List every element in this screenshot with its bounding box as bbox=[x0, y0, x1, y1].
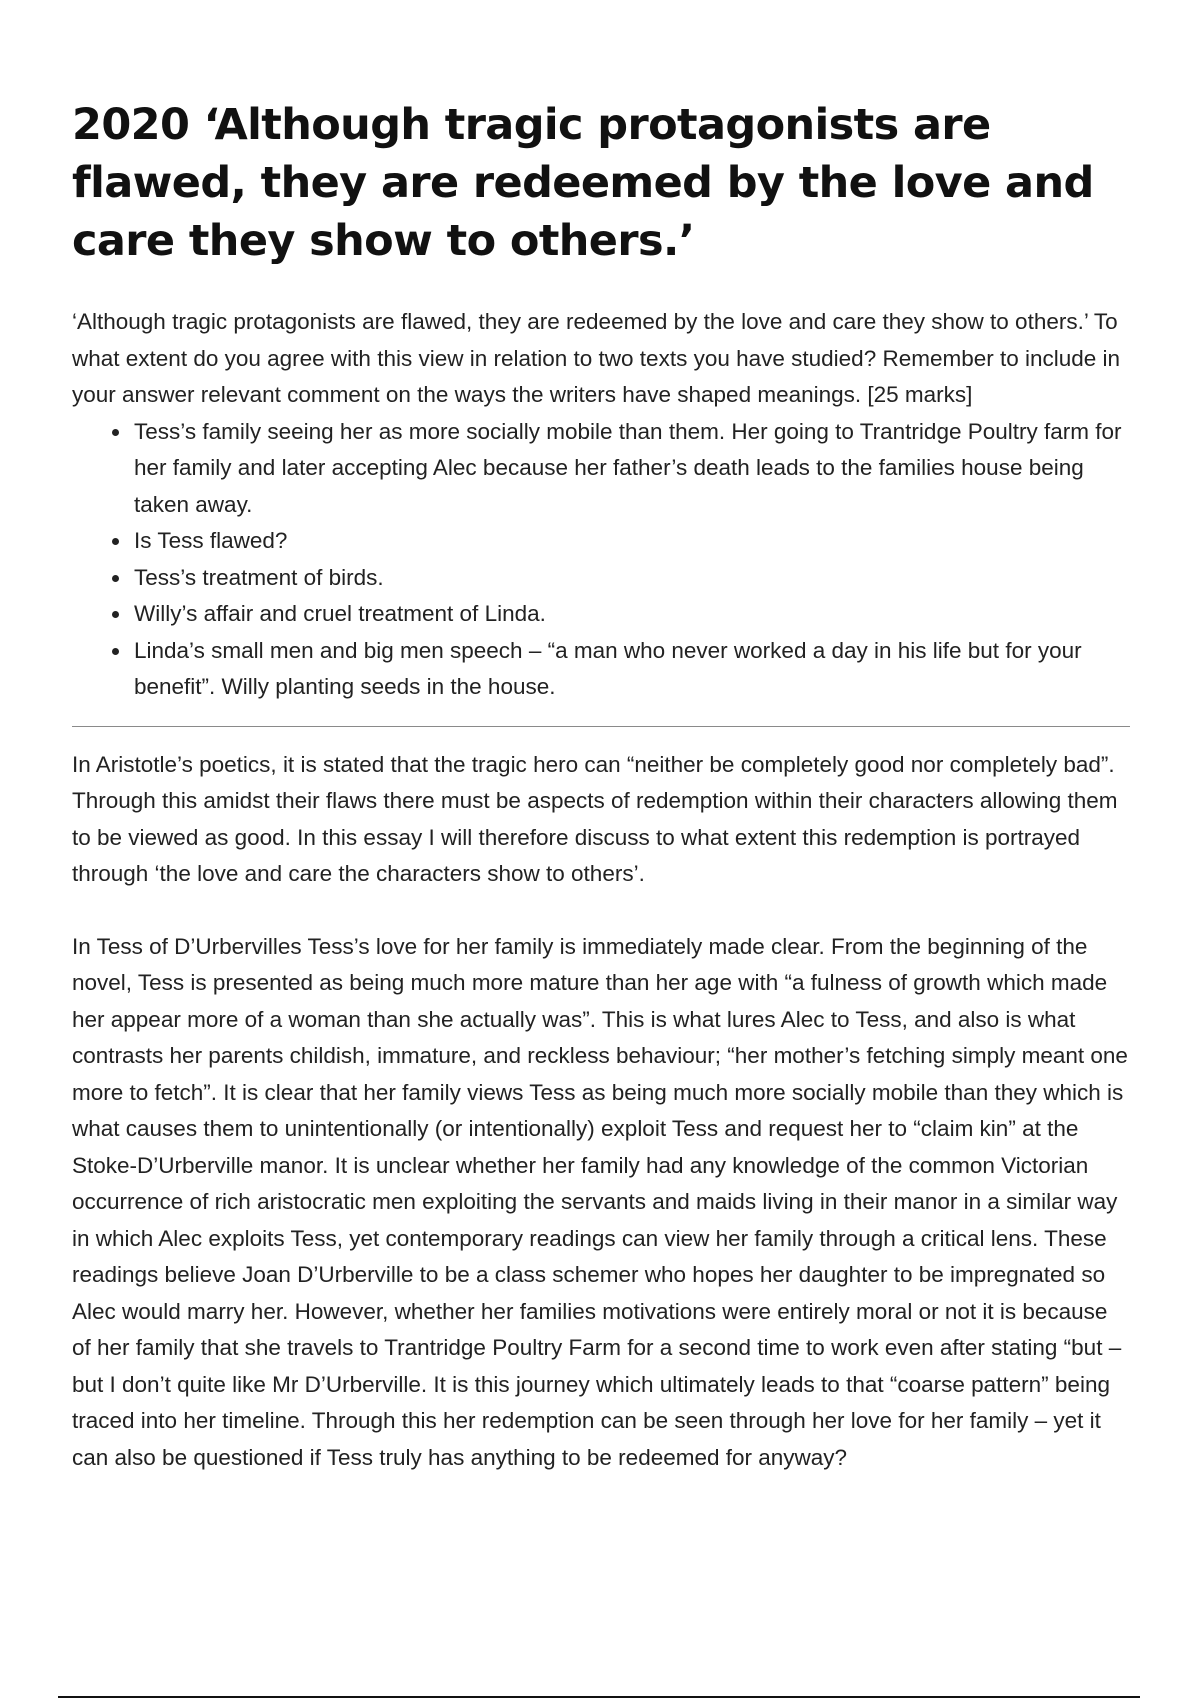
document-page bbox=[72, 96, 1132, 1476]
list-item: • Tess’s family seeing her as more socially mobile than them. Her going to Trantridge Poultry farm for her family and later accepting Alec because her father’s death leads to the families house being taken away. bbox=[132, 414, 1132, 524]
body-paragraph: In Tess of D’Urbervilles Tess’s love for her family is immediately made clear. From the beginning of the novel, Tess is presented as being much more mature than her age with “a fulness of growth which made her appear more of a woman than she actually was”. This is what lures Alec to Tess, and also is what contrasts her parents childish, immature, and reckless behaviour; “her mother’s fetching simply meant one more to fetch”. It is clear that her family views Tess as being much more socially mobile than they which is what causes them to unintentionally (or intentionally) exploit Tess and request her to “claim kin” at the Stoke-D’Urberville manor. It is unclear whether her family had any knowledge of the common Victorian occurrence of rich aristocratic men exploiting the servants and maids living in their manor in a similar way in which Alec exploits Tess, yet contemporary readings can view her family through a critical lens. These readings believe Joan D’Urberville to be a class schemer who hopes her daughter to be impregnated so Alec would marry her. However, whether her families motivations were entirely moral or not it is because of her family that she travels to Trantridge Poultry Farm for a second time to work even after stating “but – but I don’t quite like Mr D’Urberville. It is this journey which ultimately leads to that “coarse pattern” being traced into her timeline. Through this her redemption can be seen through her love for her family – yet it can also be questioned if Tess truly has anything to be redeemed for anyway? bbox=[72, 933, 1128, 1470]
list-item: • Is Tess flawed? bbox=[132, 523, 1132, 560]
page-footer-rule bbox=[58, 1696, 1140, 1698]
list-item: • Willy’s affair and cruel treatment of Linda. bbox=[132, 596, 1132, 633]
essay-prompt: ‘Although tragic protagonists are flawed, they are redeemed by the love and care they show to others.’ To what extent do you agree with this view in relation to two texts you have studied? Remember to include in your answer relevant comment on the ways the writers have shaped meanings. [25 marks] bbox=[72, 309, 1121, 407]
section-divider bbox=[72, 726, 1130, 727]
notes-bullet-list bbox=[72, 414, 1132, 706]
list-item: • Tess’s treatment of birds. bbox=[132, 560, 1132, 597]
page-title: 2020 ‘Although tragic protagonists are flawed, they are redeemed by the love and care they show to others.’ bbox=[72, 100, 1094, 266]
intro-paragraph: In Aristotle’s poetics, it is stated that the tragic hero can “neither be completely good nor completely bad”. Through this amidst their flaws there must be aspects of redemption within their characters allowing them to be viewed as good. In this essay I will therefore discuss to what extent this redemption is portrayed through ‘the love and care the characters show to others’. bbox=[72, 751, 1118, 886]
list-item: • Linda’s small men and big men speech – “a man who never worked a day in his life but for your benefit”. Willy planting seeds in the house. bbox=[132, 633, 1132, 706]
